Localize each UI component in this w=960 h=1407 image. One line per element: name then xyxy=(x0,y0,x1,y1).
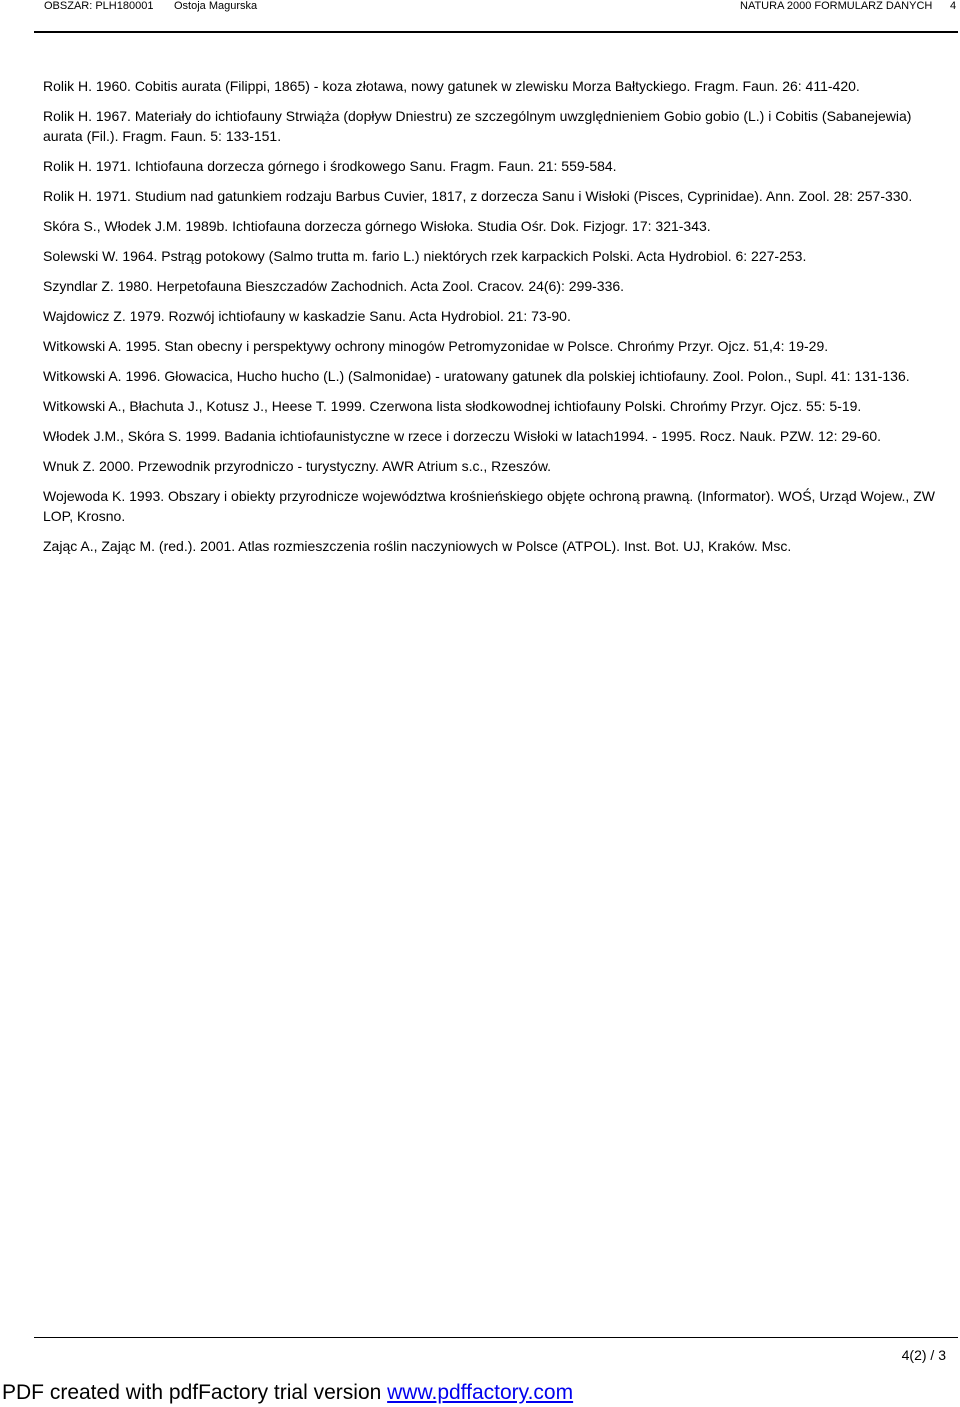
pdf-trial-notice xyxy=(2,1381,573,1405)
page-count: 4(2) / 3 xyxy=(901,1347,946,1363)
form-title: NATURA 2000 FORMULARZ DANYCH xyxy=(740,0,933,12)
header-divider xyxy=(34,31,958,33)
area-code: OBSZAR: PLH180001 xyxy=(44,0,154,12)
pdffactory-link[interactable]: www.pdffactory.com xyxy=(387,1381,574,1404)
reference-item: Witkowski A. 1996. Głowacica, Hucho hucho (L.) (Salmonidae) - uratowany gatunek dla polskiej ichtiofauny. Zool. Polon., Supl. 41: 131-136. xyxy=(43,368,910,384)
reference-item: Wajdowicz Z. 1979. Rozwój ichtiofauny w kaskadzie Sanu. Acta Hydrobiol. 21: 73-90. xyxy=(43,308,571,324)
reference-item: Zając A., Zając M. (red.). 2001. Atlas rozmieszczenia roślin naczyniowych w Polsce (ATPOL). Inst. Bot. UJ, Kraków. Msc. xyxy=(43,538,792,554)
reference-item: Wnuk Z. 2000. Przewodnik przyrodniczo - turystyczny. AWR Atrium s.c., Rzeszów. xyxy=(43,458,552,474)
reference-item: Witkowski A., Błachuta J., Kotusz J., Heese T. 1999. Czerwona lista słodkowodnej ichtiofauny Polski. Chrońmy Przyr. Ojcz. 55: 5-19. xyxy=(43,398,862,414)
pdf-notice-text: PDF created with pdfFactory trial version xyxy=(2,1381,388,1404)
reference-item: Rolik H. 1971. Ichtiofauna dorzecza górnego i środkowego Sanu. Fragm. Faun. 21: 559-584. xyxy=(43,158,617,174)
reference-item: Wojewoda K. 1993. Obszary i obiekty przyrodnicze województwa krośnieńskiego objęte ochroną prawną. (Informator). WOŚ, Urząd Wojew., ZW LOP, Krosno. xyxy=(43,488,935,524)
reference-list xyxy=(43,76,943,566)
reference-item: Solewski W. 1964. Pstrąg potokowy (Salmo trutta m. fario L.) niektórych rzek karpackich Polski. Acta Hydrobiol. 6: 227-253. xyxy=(43,248,807,264)
reference-item: Witkowski A. 1995. Stan obecny i perspektywy ochrony minogów Petromyzonidae w Polsce. Chrońmy Przyr. Ojcz. 51,4: 19-29. xyxy=(43,338,829,354)
page-header xyxy=(44,0,958,32)
reference-item: Włodek J.M., Skóra S. 1999. Badania ichtiofaunistyczne w rzece i dorzeczu Wisłoki w latach1994. - 1995. Rocz. Nauk. PZW. 12: 29-60. xyxy=(43,428,882,444)
reference-item: Skóra S., Włodek J.M. 1989b. Ichtiofauna dorzecza górnego Wisłoka. Studia Ośr. Dok. Fizjogr. 17: 321-343. xyxy=(43,218,711,234)
reference-item: Rolik H. 1967. Materiały do ichtiofauny Strwiąża (dopływ Dniestru) ze szczególnym uwzględnieniem Gobio gobio (L.) i Cobitis (Sabanejewia) aurata (Fil.). Fragm. Faun. 5: 133-151. xyxy=(43,108,912,144)
site-name: Ostoja Magurska xyxy=(174,0,258,12)
header-page-number: 4 xyxy=(950,0,957,12)
reference-item: Szyndlar Z. 1980. Herpetofauna Bieszczadów Zachodnich. Acta Zool. Cracov. 24(6): 299-336. xyxy=(43,278,625,294)
reference-item: Rolik H. 1971. Studium nad gatunkiem rodzaju Barbus Cuvier, 1817, z dorzecza Sanu i Wisłoki (Pisces, Cyprinidae). Ann. Zool. 28: 257-330. xyxy=(43,188,913,204)
footer-divider xyxy=(34,1337,958,1338)
reference-item: Rolik H. 1960. Cobitis aurata (Filippi, 1865) - koza złotawa, nowy gatunek w zlewisku Morza Bałtyckiego. Fragm. Faun. 26: 411-420. xyxy=(43,78,860,94)
